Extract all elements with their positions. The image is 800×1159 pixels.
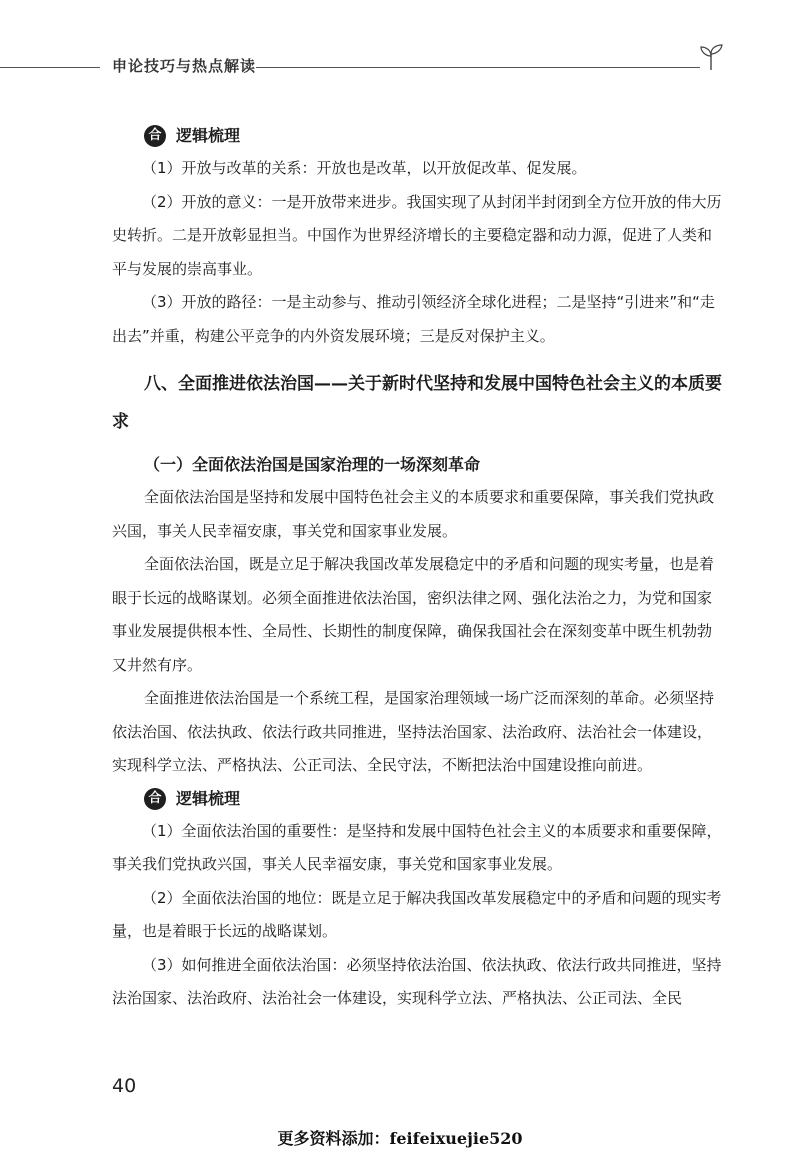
header-rule-right: [256, 67, 700, 68]
logic2-item-2: （2）全面依法治国的地位：既是立足于解决我国改革发展稳定中的矛盾和问题的现实考量，也是着眼于长远的战略谋划。: [112, 888, 722, 940]
logic-badge-icon: 合: [144, 788, 166, 810]
section-heading: 八、全面推进依法治国——关于新时代坚持和发展中国特色社会主义的本质要求: [112, 374, 722, 432]
logic-title: 逻辑梳理: [176, 126, 241, 146]
sprout-icon: [696, 42, 726, 72]
logic2-item-3: （3）如何推进全面依法治国：必须坚持依法治国、依法执政、依法行政共同推进，坚持法治国家、法治政府、法治社会一体建设，实现科学立法、严格执法、公正司法、全民: [112, 955, 722, 1007]
logic1-item-3: （3）开放的路径：一是主动参与、推动引领经济全球化进程；二是坚持“引进来”和“走出去”并重，构建公平竞争的内外资发展环境；三是反对保护主义。: [112, 293, 715, 345]
running-header: [0, 52, 800, 82]
body-paragraph-3: 全面推进依法治国是一个系统工程，是国家治理领域一场广泛而深刻的革命。必须坚持依法治国、依法执政、依法行政共同推进，坚持法治国家、法治政府、法治社会一体建设，实现科学立法、严格执法、公正司法、全民守法，不断把法治中国建设推向前进。: [112, 689, 715, 774]
book-title: 申论技巧与热点解读: [112, 57, 257, 75]
footer-note: 更多资料添加：feifeixuejie520: [277, 1129, 523, 1148]
page-number: 40: [112, 1075, 137, 1097]
subsection-heading: （一）全面依法治国是国家治理的一场深刻革命: [144, 455, 481, 474]
logic-heading-1: [144, 120, 724, 152]
body-paragraph-1: 全面依法治国是坚持和发展中国特色社会主义的本质要求和重要保障，事关我们党执政兴国，事关人民幸福安康，事关党和国家事业发展。: [112, 488, 715, 540]
page-body: [112, 120, 724, 1016]
logic2-item-1: （1）全面依法治国的重要性：是坚持和发展中国特色社会主义的本质要求和重要保障，事关我们党执政兴国，事关人民幸福安康，事关党和国家事业发展。: [112, 821, 722, 873]
logic-badge-icon: 合: [144, 125, 166, 147]
logic1-item-2: （2）开放的意义：一是开放带来进步。我国实现了从封闭半封闭到全方位开放的伟大历史转折。二是开放彰显担当。中国作为世界经济增长的主要稳定器和动力源，促进了人类和平与发展的崇高事业。: [112, 192, 722, 278]
header-rule-left: [0, 67, 100, 68]
logic-heading-2: [144, 783, 724, 815]
body-paragraph-2: 全面依法治国，既是立足于解决我国改革发展稳定中的矛盾和问题的现实考量，也是着眼于长远的战略谋划。必须全面推进依法治国，密织法律之网、强化法治之力，为党和国家事业发展提供根本性、全局性、长期性的制度保障，确保我国社会在深刻变革中既生机勃勃又井然有序。: [112, 555, 715, 674]
logic1-item-1: （1）开放与改革的关系：开放也是改革，以开放促改革、促发展。: [142, 159, 587, 177]
logic-title: 逻辑梳理: [176, 788, 241, 808]
